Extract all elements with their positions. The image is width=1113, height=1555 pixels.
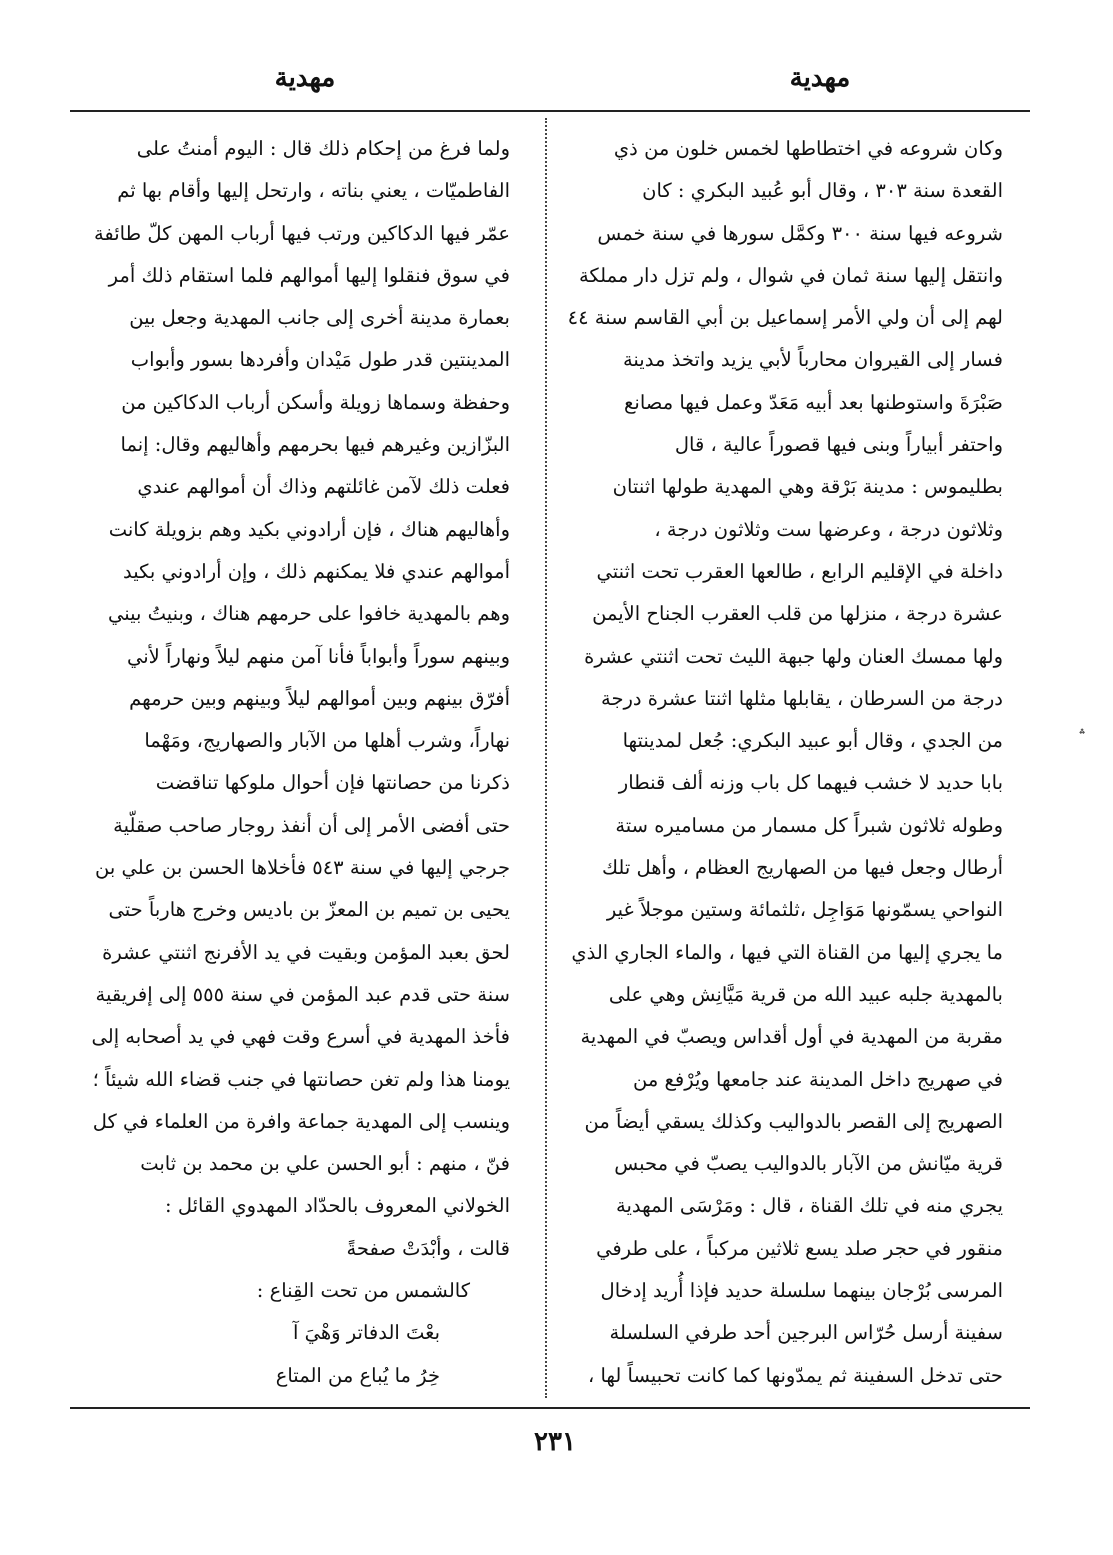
- text-line: بطليموس : مدينة بَرْقة وهي المهدية طولها اثنتان: [612, 475, 1003, 499]
- text-line: النواحي يسمّونها مَوَاجِل ،ثلثمائة وستين موجلاً غير: [606, 898, 1003, 922]
- text-line: المرسى بُرْجان بينهما سلسلة حديد فإذا أُريد إدخال: [600, 1279, 1003, 1303]
- verse-line: خِرُ ما يُباع من المتاع: [275, 1363, 440, 1387]
- text-line: شروعه فيها سنة ٣٠٠ وكمَّل سورها في سنة خمس: [597, 221, 1003, 245]
- text-line: يومنا هذا ولم تغن حصانتها في جنب قضاء الله شيئاً ؛: [92, 1067, 510, 1091]
- poem-verse: [70, 1228, 510, 1397]
- text-line: وطوله ثلاثون شبراً كل مسمار من مساميره ستة: [615, 813, 1003, 837]
- text-line: نهاراً، وشرب أهلها من الآبار والصهاريج، ومَهْما: [144, 729, 510, 753]
- text-line: في صهريج داخل المدينة عند جامعها ويُرْفع من: [633, 1067, 1003, 1091]
- text-line: سفينة أرسل حُرّاس البرجين أحد طرفي السلسلة: [609, 1321, 1003, 1345]
- text-line: صَبْرَةَ واستوطنها بعد أبيه مَعَدّ وعمل فيها مصانع: [624, 390, 1003, 414]
- text-line: ولها ممسك العنان ولها جبهة الليث تحت اثنتي عشرة: [584, 644, 1003, 668]
- text-line: لحق بعبد المؤمن وبقيت في يد الأفرنج اثنتي عشرة: [102, 940, 510, 964]
- column-divider: [545, 118, 547, 1398]
- running-header-right: مهدية: [789, 63, 851, 93]
- text-line: جرجي إليها في سنة ٥٤٣ فأخلاها الحسن بن علي بن: [94, 856, 510, 880]
- text-line: أرطال وجعل فيها من الصهاريج العظام ، وأهل تلك: [601, 856, 1003, 880]
- verse-line: كالشمس من تحت القِناع :: [256, 1279, 470, 1303]
- text-line: بابا حديد لا خشب فيهما كل باب وزنه ألف قنطار: [618, 771, 1003, 795]
- text-line: ما يجري إليها من القناة التي فيها ، والماء الجاري الذي: [571, 940, 1003, 964]
- text-line: لهم إلى أن ولي الأمر إسماعيل بن أبي القاسم سنة ٤٤: [567, 306, 1003, 330]
- text-line: ذكرنا من حصانتها فإن أحوال ملوكها تناقضت: [155, 771, 510, 795]
- text-line: وبينهم سوراً وأبواباً فأنا آمن منهم ليلاً ونهاراً لأني: [126, 644, 510, 668]
- header-rule: [70, 110, 1030, 112]
- verse-line: بعْتَ الدفاتر وَهْيَ آ: [293, 1321, 440, 1345]
- text-line: الصهريج إلى القصر بالدواليب وكذلك يسقي أيضاً من: [584, 1109, 1003, 1133]
- text-line: أفرّق بينهم وبين أموالهم ليلاً وبينهم وبين حرمهم: [129, 686, 510, 710]
- text-line: يجري منه في تلك القناة ، قال : ومَرْسَى المهدية: [615, 1194, 1003, 1218]
- text-line: وأهاليهم هناك ، فإن أرادوني بكيد وهم بزويلة كانت: [108, 517, 510, 541]
- text-line: مقربة من المهدية في أول أقداس ويصبّ في المهدية: [580, 1025, 1003, 1049]
- verse-line: قالت ، وأبْدَتْ صفحةً: [346, 1236, 510, 1260]
- text-line: فنّ ، منهم : أبو الحسن علي بن محمد بن ثابت: [140, 1152, 510, 1176]
- text-line: البزّازين وغيرهم فيها بحرمهم وأهاليهم وقال: إنما: [120, 433, 510, 457]
- text-line: واحتفر أبياراً وبنى فيها قصوراً عالية ، قال: [674, 433, 1003, 457]
- text-line: قرية ميّانش من الآبار بالدواليب يصبّ في محبس: [614, 1152, 1003, 1176]
- text-line: القعدة سنة ٣٠٣ ، وقال أبو عُبيد البكري : كان: [642, 179, 1003, 203]
- text-line: في سوق فنقلوا إليها أموالهم فلما استقام ذلك أمر: [108, 263, 510, 287]
- text-line: أموالهم عندي فلا يمكنهم ذلك ، وإن أرادوني بكيد: [122, 559, 510, 583]
- text-line: حتى أفضى الأمر إلى أن أنفذ روجار صاحب صقلّية: [113, 813, 510, 837]
- margin-mark: ؞: [1078, 728, 1087, 744]
- text-line: وكان شروعه في اختطاطها لخمس خلون من ذي: [613, 137, 1003, 160]
- right-column: [563, 128, 1003, 1397]
- footer-rule: [70, 1407, 1030, 1409]
- text-line: وهم بالمهدية خافوا على حرمهم هناك ، وبنيتُ بيني: [107, 602, 510, 626]
- text-line: سنة حتى قدم عبد المؤمن في سنة ٥٥٥ إلى إفريقية: [95, 982, 510, 1006]
- text-line: وينسب إلى المهدية جماعة وافرة من العلماء في كل: [92, 1109, 510, 1133]
- text-line: المدينتين قدر طول مَيْدان وأفردها بسور وأبواب: [130, 348, 510, 372]
- text-line: الخولاني المعروف بالحدّاد المهدوي القائل :: [165, 1194, 510, 1218]
- left-column: [70, 128, 510, 1397]
- text-line: ولما فرغ من إحكام ذلك قال : اليوم أمنتُ على: [136, 137, 510, 160]
- text-line: حتى تدخل السفينة ثم يمدّونها كما كانت تحبيساً لها ،: [587, 1363, 1003, 1387]
- text-line: منقور في حجر صلد يسع ثلاثين مركباً ، على طرفي: [596, 1236, 1003, 1260]
- text-line: فأخذ المهدية في أسرع وقت فهي في يد أصحابه إلى: [91, 1025, 510, 1049]
- text-line: وثلاثون درجة ، وعرضها ست وثلاثون درجة ،: [654, 517, 1003, 541]
- text-line: بالمهدية جلبه عبيد الله من قرية مَيَّانِش وهي على: [608, 982, 1003, 1006]
- text-line: داخلة في الإقليم الرابع ، طالعها العقرب تحت اثنتي: [596, 559, 1003, 583]
- text-line: وانتقل إليها سنة ثمان في شوال ، ولم تزل دار مملكة: [578, 263, 1003, 287]
- text-line: يحيى بن تميم بن المعزّ بن باديس وخرج هارباً حتى: [108, 898, 510, 922]
- page-number: ٢٣١: [534, 1427, 576, 1457]
- text-line: درجة من السرطان ، يقابلها مثلها اثنتا عشرة درجة: [600, 686, 1003, 710]
- text-line: عمّر فيها الدكاكين ورتب فيها أرباب المهن كلّ طائفة: [93, 221, 510, 245]
- text-line: بعمارة مدينة أخرى إلى جانب المهدية وجعل بين: [129, 306, 510, 330]
- running-header-left: مهدية: [274, 63, 336, 93]
- text-line: وحفظة وسماها زويلة وأسكن أرباب الدكاكين من: [121, 390, 510, 414]
- text-line: الفاطميّات ، يعني بناته ، وارتحل إليها وأقام بها ثم: [117, 179, 510, 203]
- text-line: فسار إلى القيروان محارباً لأبي يزيد واتخذ مدينة: [622, 348, 1003, 372]
- text-line: فعلت ذلك لآمن غائلتهم وذاك أن أموالهم عندي: [137, 475, 510, 499]
- text-line: عشرة درجة ، منزلها من قلب العقرب الجناح الأيمن: [592, 602, 1003, 626]
- text-line: من الجدي ، وقال أبو عبيد البكري: جُعل لمدينتها: [622, 729, 1003, 753]
